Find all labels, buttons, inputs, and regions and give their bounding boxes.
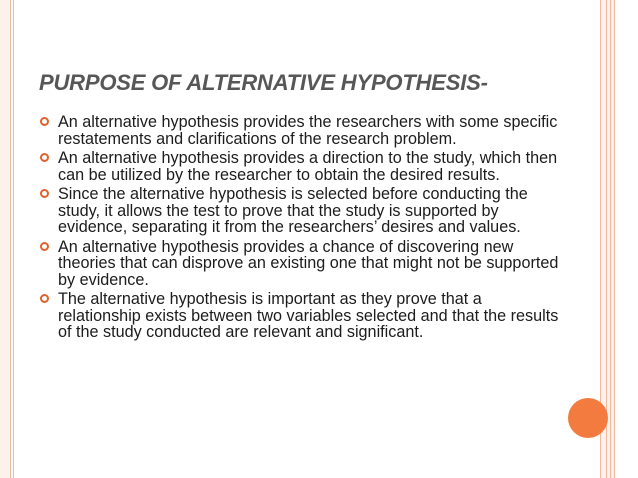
bullet-item [40,239,560,289]
left-border-line [10,0,11,478]
circle-bullet-icon [40,242,49,251]
bullet-text: Since the alternative hypothesis is selected before conducting the study, it allows the test to prove that the study is supported by evidence, separating it from the researchers’ desires and values. [58,185,528,236]
right-border-line-2 [606,0,607,478]
circle-bullet-icon [40,153,49,162]
circle-bullet-icon [40,117,49,126]
slide-title: PURPOSE OF ALTERNATIVE HYPOTHESIS- [39,70,488,95]
bullet-item [40,186,560,236]
left-border-band [0,0,10,478]
right-border-line-4 [614,0,615,478]
bullet-item [40,114,560,147]
right-border-line-3 [610,0,611,478]
decorative-circle-icon [568,398,608,438]
bullet-text: The alternative hypothesis is important as they prove that a relationship exists between two variables selected and that the results of the study conducted are relevant and significant. [58,290,559,341]
circle-bullet-icon [40,189,49,198]
bullet-text: An alternative hypothesis provides a chance of discovering new theories that can disprove an existing one that might not be supported by evidence. [58,237,559,289]
bullet-text: An alternative hypothesis provides the researchers with some specific restatements and clarifications of the research problem. [58,113,558,148]
bullet-item [40,150,560,183]
bullet-list [40,114,560,344]
bullet-item [40,291,560,341]
left-border-line-inner [13,0,14,478]
bullet-text: An alternative hypothesis provides a direction to the study, which then can be utilized by the researcher to obtain the desired results. [58,149,558,184]
circle-bullet-icon [40,294,49,303]
